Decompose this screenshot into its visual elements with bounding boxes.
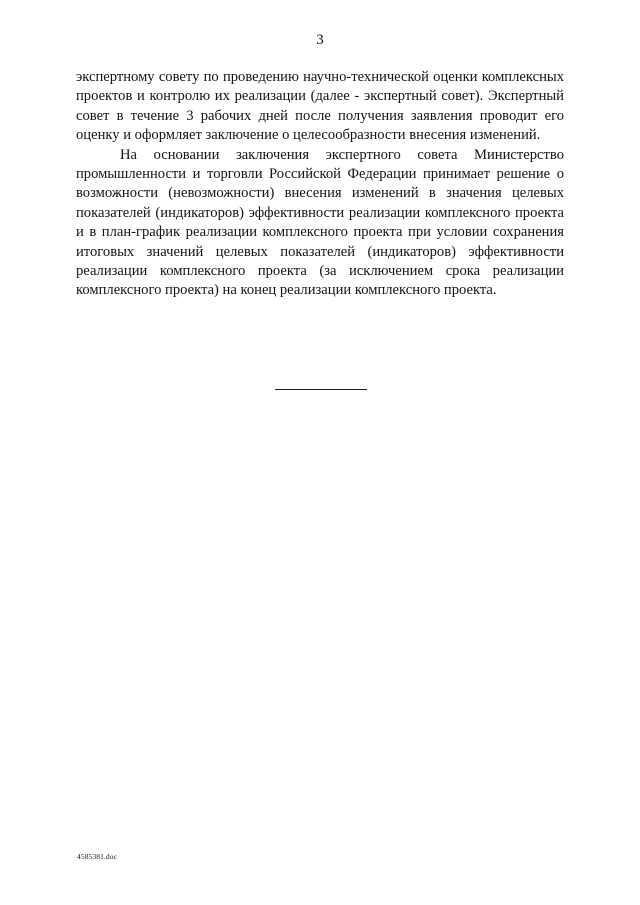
end-divider-line — [275, 389, 367, 390]
paragraph-decision: На основании заключения экспертного совета Министерство промышленности и торговли Российской Федерации принимает решение о возможности (невозможности) внесения изменений в значения целевых показателей (индикаторов) эффективности реализации комплексного проекта и в план-график реализации комплексного проекта при условии сохранения итоговых значений целевых показателей (индикаторов) эффективности реализации комплексного проекта (за исключением срока реализации комплексного проекта) на конец реализации комплексного проекта. — [76, 146, 564, 299]
document-body — [76, 68, 564, 301]
page-number: 3 — [316, 32, 324, 48]
footer-filename: 4585381.doc — [77, 852, 118, 861]
paragraph-continuation: экспертному совету по проведению научно-технической оценки комплексных проектов и контролю их реализации (далее - экспертный совет). Экспертный совет в течение 3 рабочих дней после получения заявления проводит его оценку и оформляет заключение о целесообразности внесения изменений. — [76, 69, 564, 144]
